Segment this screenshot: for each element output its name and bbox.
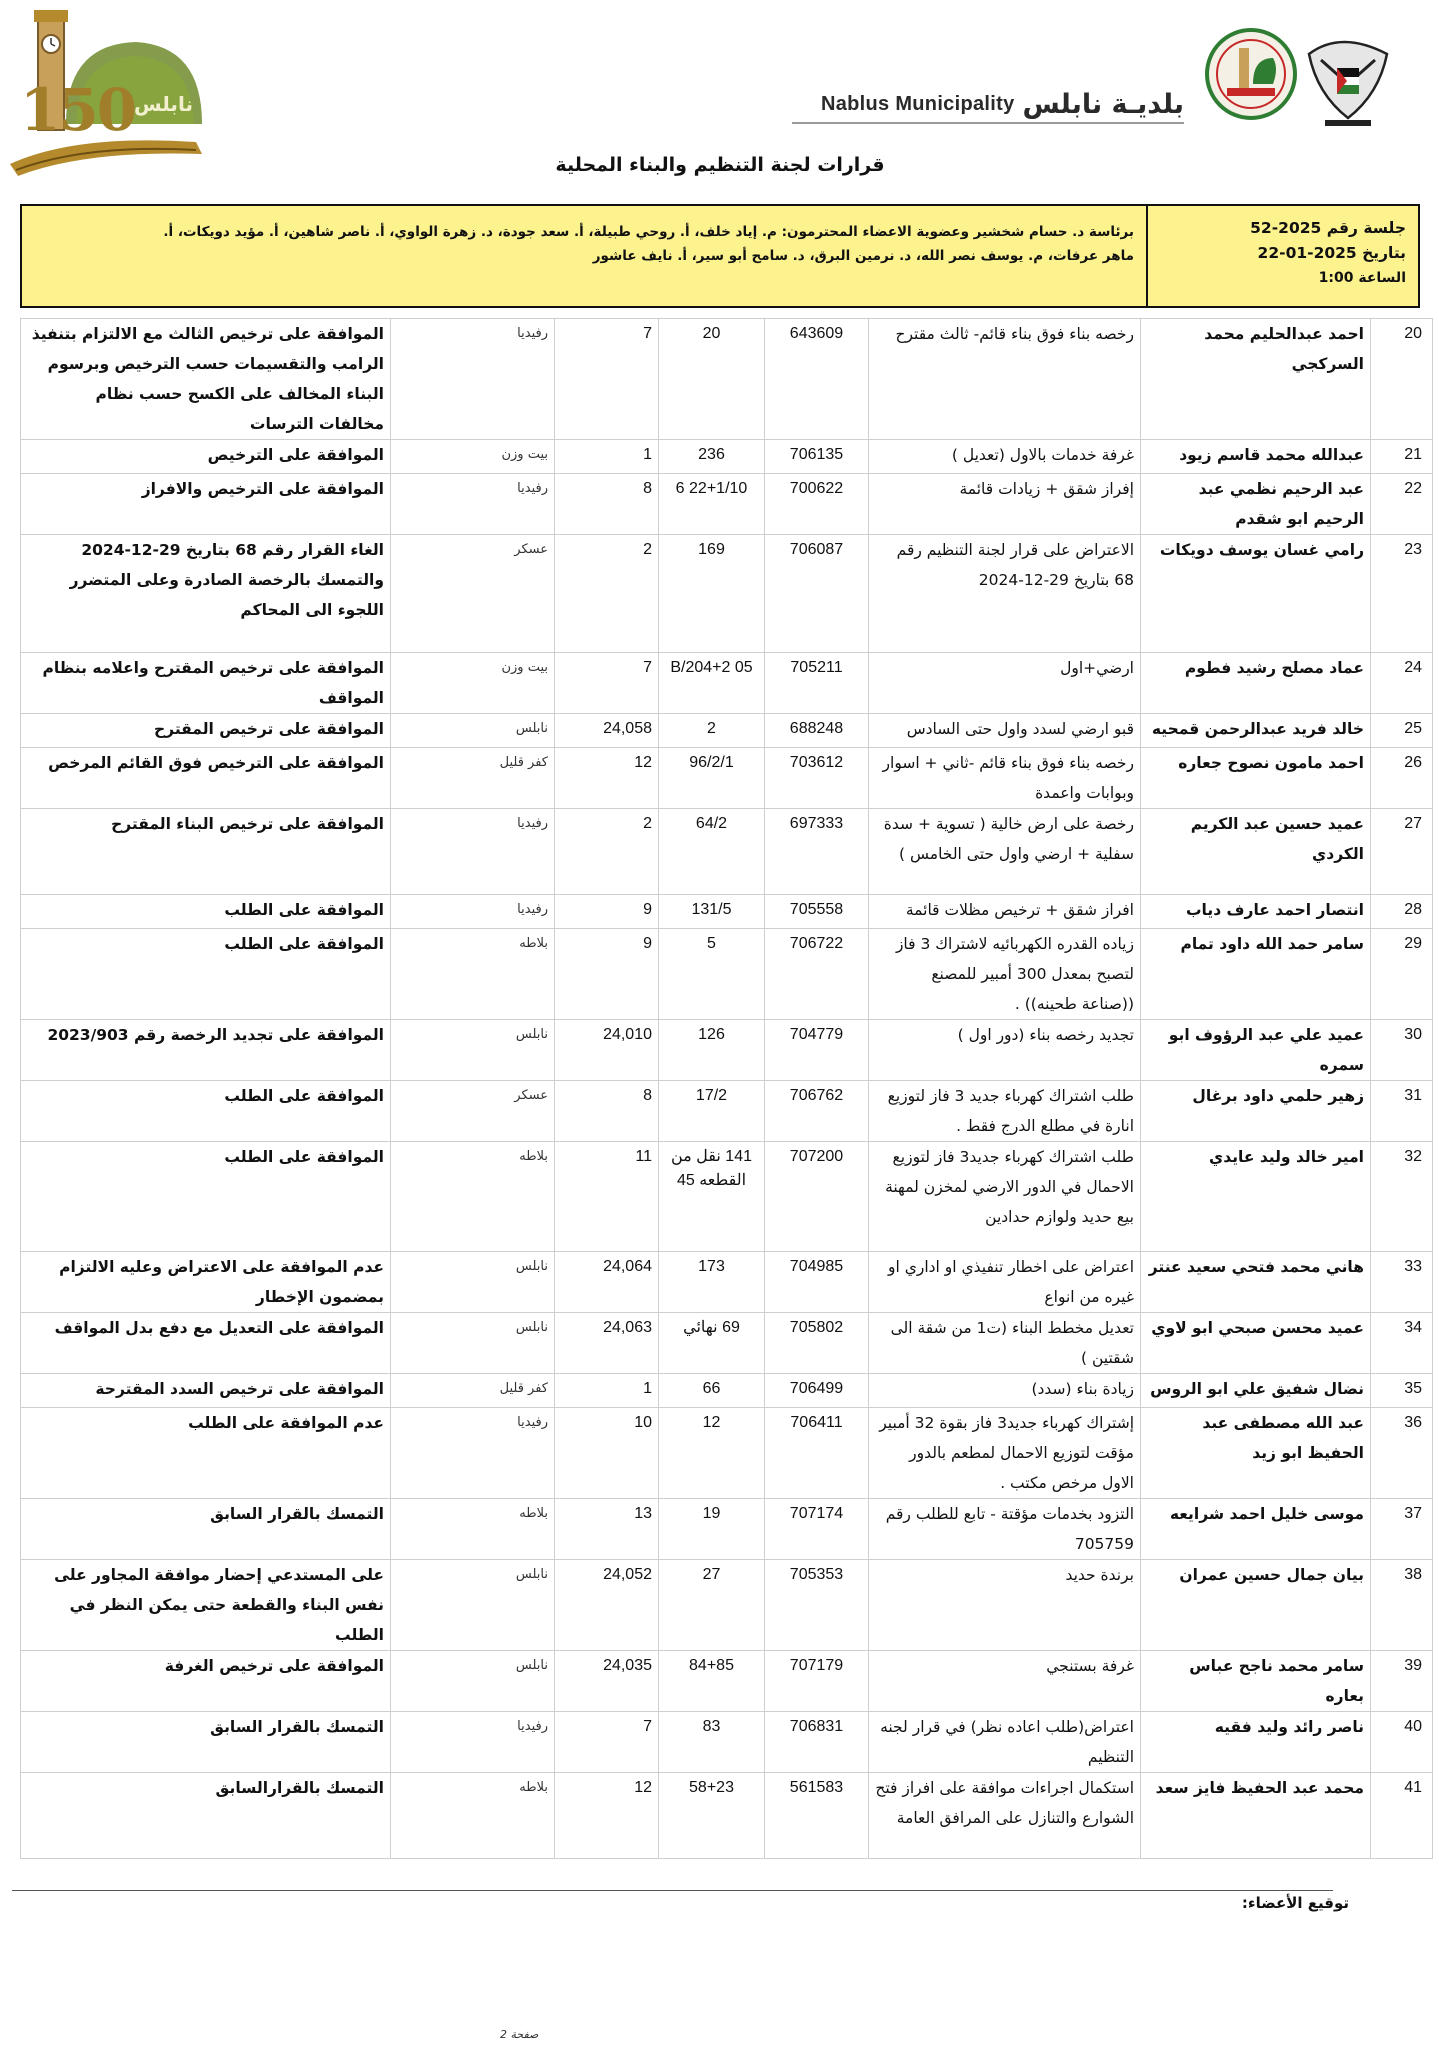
block-number: 9 bbox=[555, 929, 659, 1020]
block-number: 13 bbox=[555, 1499, 659, 1560]
parcel-number: 69 نهائي bbox=[659, 1313, 765, 1374]
block-number: 9 bbox=[555, 895, 659, 929]
request-code: 697333 bbox=[765, 809, 869, 895]
request-description: إفراز شقق + زيادات قائمة bbox=[869, 474, 1141, 535]
row-number: 20 bbox=[1371, 319, 1433, 440]
committee-decision: على المستدعي إحضار موافقة المجاور على نفس البناء والقطعة حتى يمكن النظر في الطلب bbox=[21, 1560, 391, 1651]
applicant-name: احمد عبدالحليم محمد السركجي bbox=[1141, 319, 1371, 440]
request-description: رخصه بناء فوق بناء قائم -ثاني + اسوار وبوابات واعمدة bbox=[869, 748, 1141, 809]
request-code: 703612 bbox=[765, 748, 869, 809]
committee-decision: عدم الموافقة على الاعتراض وعليه الالتزام بمضمون الإخطار bbox=[21, 1252, 391, 1313]
area-name: نابلس bbox=[391, 1560, 555, 1651]
area-name: كفر قليل bbox=[391, 1374, 555, 1408]
area-name: رفيديا bbox=[391, 1408, 555, 1499]
block-number: 8 bbox=[555, 1081, 659, 1142]
committee-decision: الموافقة على ترخيص البناء المقترح bbox=[21, 809, 391, 895]
request-code: 705558 bbox=[765, 895, 869, 929]
applicant-name: نضال شفيق علي ابو الروس bbox=[1141, 1374, 1371, 1408]
parcel-number: 2 bbox=[659, 714, 765, 748]
row-number: 32 bbox=[1371, 1142, 1433, 1252]
area-name: رفيديا bbox=[391, 895, 555, 929]
block-number: 7 bbox=[555, 1712, 659, 1773]
area-name: نابلس bbox=[391, 1020, 555, 1081]
table-row bbox=[21, 1252, 1433, 1313]
applicant-name: هاني محمد فتحي سعيد عنتر bbox=[1141, 1252, 1371, 1313]
committee-decision: الموافقة على الطلب bbox=[21, 1142, 391, 1252]
table-row bbox=[21, 1499, 1433, 1560]
table-row bbox=[21, 895, 1433, 929]
decisions-table bbox=[20, 318, 1433, 1859]
request-code: 706135 bbox=[765, 440, 869, 474]
area-name: بلاطه bbox=[391, 1142, 555, 1252]
request-description: اعتراض على اخطار تنفيذي او اداري او غيره من انواع bbox=[869, 1252, 1141, 1313]
row-number: 25 bbox=[1371, 714, 1433, 748]
applicant-name: انتصار احمد عارف دياب bbox=[1141, 895, 1371, 929]
parcel-number: 66 bbox=[659, 1374, 765, 1408]
committee-decision: الموافقة على الطلب bbox=[21, 929, 391, 1020]
municipality-name-en: Nablus Municipality bbox=[820, 92, 1015, 115]
committee-decision: الموافقة على الترخيص فوق القائم المرخص bbox=[21, 748, 391, 809]
area-name: نابلس bbox=[391, 1313, 555, 1374]
request-description: التزود بخدمات مؤقتة - تابع للطلب رقم 705759 bbox=[869, 1499, 1141, 1560]
document-title: قرارات لجنة التنظيم والبناء المحلية bbox=[555, 154, 885, 176]
committee-decision: الموافقة على ترخيص المقترح bbox=[21, 714, 391, 748]
applicant-name: بيان جمال حسين عمران bbox=[1141, 1560, 1371, 1651]
parcel-number: 20 bbox=[659, 319, 765, 440]
parcel-number: 19 bbox=[659, 1499, 765, 1560]
committee-decision: الموافقة على الطلب bbox=[21, 1081, 391, 1142]
municipality-name-ar: بلديـة نابلس bbox=[1022, 88, 1184, 120]
parcel-number: 169 bbox=[659, 535, 765, 653]
parcel-number: 64/2 bbox=[659, 809, 765, 895]
table-row bbox=[21, 1020, 1433, 1081]
session-info-box bbox=[20, 204, 1420, 308]
table-row bbox=[21, 535, 1433, 653]
logo-city-name: نابلس bbox=[134, 92, 193, 116]
block-number: 1 bbox=[555, 440, 659, 474]
row-number: 40 bbox=[1371, 1712, 1433, 1773]
row-number: 29 bbox=[1371, 929, 1433, 1020]
table-row bbox=[21, 1313, 1433, 1374]
request-code: 700622 bbox=[765, 474, 869, 535]
request-code: 707174 bbox=[765, 1499, 869, 1560]
area-name: كفر قليل bbox=[391, 748, 555, 809]
members-line-2: ماهر عرفات، م. يوسف نصر الله، د. نرمين البرق، د. سامح أبو سير، أ. نايف عاشور bbox=[592, 248, 1134, 264]
area-name: بلاطه bbox=[391, 1499, 555, 1560]
municipality-name bbox=[784, 84, 1184, 124]
request-code: 704779 bbox=[765, 1020, 869, 1081]
area-name: نابلس bbox=[391, 1651, 555, 1712]
request-code: 706499 bbox=[765, 1374, 869, 1408]
municipality-crest bbox=[1201, 24, 1395, 134]
members-signature-label: توقيع الأعضاء: bbox=[1241, 1894, 1349, 1912]
footer-divider bbox=[12, 1890, 1333, 1891]
table-row bbox=[21, 809, 1433, 895]
request-description: افراز شقق + ترخيص مظلات قائمة bbox=[869, 895, 1141, 929]
request-description: غرفة خدمات بالاول (تعديل ) bbox=[869, 440, 1141, 474]
session-date: بتاريخ 2025-01-22 bbox=[1257, 244, 1406, 262]
committee-decision: الغاء القرار رقم 68 بتاريخ 29-12-2024 والتمسك بالرخصة الصادرة وعلى المتضرر اللجوء الى المحاكم bbox=[21, 535, 391, 653]
request-code: 706722 bbox=[765, 929, 869, 1020]
row-number: 23 bbox=[1371, 535, 1433, 653]
applicant-name: ناصر رائد وليد فقيه bbox=[1141, 1712, 1371, 1773]
anniversary-150-logo bbox=[6, 4, 206, 180]
request-description: رخصه بناء فوق بناء قائم- ثالث مقترح bbox=[869, 319, 1141, 440]
block-number: 1 bbox=[555, 1374, 659, 1408]
block-number: 24,058 bbox=[555, 714, 659, 748]
applicant-name: عبد الرحيم نظمي عبد الرحيم ابو شقدم bbox=[1141, 474, 1371, 535]
members-line-1: برئاسة د. حسام شخشير وعضوية الاعضاء المحترمون: م. إياد خلف، أ. روحي طبيلة، أ. سعد جودة، د. زهرة الواوي، أ. ناصر شاهين، أ. مؤيد دويكات، أ. bbox=[163, 224, 1134, 240]
committee-decision: الموافقة على ترخيص السدد المقترحة bbox=[21, 1374, 391, 1408]
request-description: زيادة بناء (سدد) bbox=[869, 1374, 1141, 1408]
request-description: زياده القدره الكهربائيه لاشتراك 3 فاز لتصبح بمعدل 300 أمبير للمصنع ((صناعة طحينه)) . bbox=[869, 929, 1141, 1020]
row-number: 30 bbox=[1371, 1020, 1433, 1081]
area-name: بلاطه bbox=[391, 1773, 555, 1859]
request-code: 705353 bbox=[765, 1560, 869, 1651]
area-name: عسكر bbox=[391, 535, 555, 653]
row-number: 39 bbox=[1371, 1651, 1433, 1712]
committee-decision: الموافقة على الطلب bbox=[21, 895, 391, 929]
row-number: 21 bbox=[1371, 440, 1433, 474]
area-name: نابلس bbox=[391, 714, 555, 748]
header-divider bbox=[792, 122, 1184, 124]
parcel-number: 96/2/1 bbox=[659, 748, 765, 809]
row-number: 41 bbox=[1371, 1773, 1433, 1859]
block-number: 24,010 bbox=[555, 1020, 659, 1081]
row-number: 38 bbox=[1371, 1560, 1433, 1651]
table-row bbox=[21, 474, 1433, 535]
decisions-table-wrapper bbox=[20, 318, 1432, 1859]
parcel-number: 84+85 bbox=[659, 1651, 765, 1712]
request-description: غرفة بستنجي bbox=[869, 1651, 1141, 1712]
applicant-name: عبد الله مصطفى عبد الحفيظ ابو زيد bbox=[1141, 1408, 1371, 1499]
parcel-number: 27 bbox=[659, 1560, 765, 1651]
block-number: 11 bbox=[555, 1142, 659, 1252]
request-description: الاعتراض على قرار لجنة التنظيم رقم 68 بتاريخ 29-12-2024 bbox=[869, 535, 1141, 653]
row-number: 31 bbox=[1371, 1081, 1433, 1142]
area-name: نابلس bbox=[391, 1252, 555, 1313]
block-number: 7 bbox=[555, 319, 659, 440]
row-number: 27 bbox=[1371, 809, 1433, 895]
page-number: صفحة 2 bbox=[500, 2028, 539, 2041]
block-number: 12 bbox=[555, 1773, 659, 1859]
applicant-name: عميد حسين عبد الكريم الكردي bbox=[1141, 809, 1371, 895]
row-number: 28 bbox=[1371, 895, 1433, 929]
applicant-name: عماد مصلح رشيد فطوم bbox=[1141, 653, 1371, 714]
parcel-number: B/204+2 05 bbox=[659, 653, 765, 714]
table-row bbox=[21, 1560, 1433, 1651]
request-code: 688248 bbox=[765, 714, 869, 748]
area-name: رفيديا bbox=[391, 809, 555, 895]
request-code: 643609 bbox=[765, 319, 869, 440]
area-name: رفيديا bbox=[391, 1712, 555, 1773]
block-number: 12 bbox=[555, 748, 659, 809]
parcel-number: 126 bbox=[659, 1020, 765, 1081]
block-number: 10 bbox=[555, 1408, 659, 1499]
request-description: ارضي+اول bbox=[869, 653, 1141, 714]
applicant-name: عبدالله محمد قاسم زيود bbox=[1141, 440, 1371, 474]
request-code: 704985 bbox=[765, 1252, 869, 1313]
area-name: بيت وزن bbox=[391, 653, 555, 714]
table-row bbox=[21, 714, 1433, 748]
applicant-name: امير خالد وليد عايدي bbox=[1141, 1142, 1371, 1252]
row-number: 33 bbox=[1371, 1252, 1433, 1313]
row-number: 37 bbox=[1371, 1499, 1433, 1560]
table-row bbox=[21, 319, 1433, 440]
applicant-name: سامر محمد ناجح عباس بعاره bbox=[1141, 1651, 1371, 1712]
applicant-name: عميد محسن صبحي ابو لاوي bbox=[1141, 1313, 1371, 1374]
block-number: 7 bbox=[555, 653, 659, 714]
table-row bbox=[21, 929, 1433, 1020]
parcel-number: 141 نقل من القطعه 45 bbox=[659, 1142, 765, 1252]
row-number: 34 bbox=[1371, 1313, 1433, 1374]
table-row bbox=[21, 1651, 1433, 1712]
parcel-number: 83 bbox=[659, 1712, 765, 1773]
logo-150-number: 150 bbox=[20, 76, 136, 144]
committee-decision: عدم الموافقة على الطلب bbox=[21, 1408, 391, 1499]
parcel-number: 58+23 bbox=[659, 1773, 765, 1859]
table-row bbox=[21, 1712, 1433, 1773]
block-number: 24,035 bbox=[555, 1651, 659, 1712]
parcel-number: 12 bbox=[659, 1408, 765, 1499]
request-description: تجديد رخصه بناء (دور اول ) bbox=[869, 1020, 1141, 1081]
request-code: 706831 bbox=[765, 1712, 869, 1773]
request-description: رخصة على ارض خالية ( تسوية + سدة سفلية + ارضي واول حتى الخامس ) bbox=[869, 809, 1141, 895]
request-code: 706411 bbox=[765, 1408, 869, 1499]
committee-decision: الموافقة على الترخيص bbox=[21, 440, 391, 474]
block-number: 2 bbox=[555, 535, 659, 653]
applicant-name: خالد فريد عبدالرحمن قمحيه bbox=[1141, 714, 1371, 748]
request-code: 706762 bbox=[765, 1081, 869, 1142]
committee-decision: الموافقة على ترخيص الثالث مع الالتزام بتنفيذ الرامب والتقسيمات حسب الترخيص وبرسوم البناء المخالف على الكسح حسب نظام مخالفات الترسات bbox=[21, 319, 391, 440]
parcel-number: 173 bbox=[659, 1252, 765, 1313]
area-name: بيت وزن bbox=[391, 440, 555, 474]
request-description: طلب اشتراك كهرباء جديد3 فاز لتوزيع الاحمال في الدور الارضي لمخزن لمهنة بيع حديد ولوازم حدادين bbox=[869, 1142, 1141, 1252]
applicant-name: محمد عبد الحفيظ فايز سعد bbox=[1141, 1773, 1371, 1859]
table-row bbox=[21, 653, 1433, 714]
request-code: 705802 bbox=[765, 1313, 869, 1374]
parcel-number: 22+1/10 6 bbox=[659, 474, 765, 535]
request-description: برندة حديد bbox=[869, 1560, 1141, 1651]
area-name: بلاطه bbox=[391, 929, 555, 1020]
table-row bbox=[21, 1374, 1433, 1408]
request-description: طلب اشتراك كهرباء جديد 3 فاز لتوزيع انارة في مطلع الدرج فقط . bbox=[869, 1081, 1141, 1142]
committee-decision: الموافقة على ترخيص الغرفة bbox=[21, 1651, 391, 1712]
committee-decision: التمسك بالقرار السابق bbox=[21, 1499, 391, 1560]
row-number: 24 bbox=[1371, 653, 1433, 714]
session-time: الساعة 1:00 bbox=[1318, 270, 1406, 286]
row-number: 26 bbox=[1371, 748, 1433, 809]
table-row bbox=[21, 1408, 1433, 1499]
applicant-name: رامي غسان يوسف دويكات bbox=[1141, 535, 1371, 653]
request-code: 706087 bbox=[765, 535, 869, 653]
request-code: 561583 bbox=[765, 1773, 869, 1859]
block-number: 2 bbox=[555, 809, 659, 895]
row-number: 22 bbox=[1371, 474, 1433, 535]
committee-decision: الموافقة على تجديد الرخصة رقم 2023/903 bbox=[21, 1020, 391, 1081]
request-code: 707179 bbox=[765, 1651, 869, 1712]
request-description: اعتراض(طلب اعاده نظر) في قرار لجنه التنظيم bbox=[869, 1712, 1141, 1773]
committee-decision: الموافقة على ترخيص المقترح واعلامه بنظام المواقف bbox=[21, 653, 391, 714]
applicant-name: سامر حمد الله داود تمام bbox=[1141, 929, 1371, 1020]
committee-members bbox=[22, 206, 1146, 306]
area-name: رفيديا bbox=[391, 319, 555, 440]
row-number: 35 bbox=[1371, 1374, 1433, 1408]
parcel-number: 236 bbox=[659, 440, 765, 474]
request-description: إشتراك كهرباء جديد3 فاز بقوة 32 أمبير مؤقت لتوزيع الاحمال لمطعم بالدور الاول مرخص مكتب . bbox=[869, 1408, 1141, 1499]
parcel-number: 5 bbox=[659, 929, 765, 1020]
applicant-name: موسى خليل احمد شرايعه bbox=[1141, 1499, 1371, 1560]
block-number: 24,063 bbox=[555, 1313, 659, 1374]
applicant-name: زهير حلمي داود برغال bbox=[1141, 1081, 1371, 1142]
table-row bbox=[21, 748, 1433, 809]
block-number: 24,064 bbox=[555, 1252, 659, 1313]
request-code: 707200 bbox=[765, 1142, 869, 1252]
parcel-number: 17/2 bbox=[659, 1081, 765, 1142]
request-description: قبو ارضي لسدد واول حتى السادس bbox=[869, 714, 1141, 748]
committee-decision: التمسك بالقرارالسابق bbox=[21, 1773, 391, 1859]
area-name: عسكر bbox=[391, 1081, 555, 1142]
row-number: 36 bbox=[1371, 1408, 1433, 1499]
table-row bbox=[21, 1773, 1433, 1859]
parcel-number: 131/5 bbox=[659, 895, 765, 929]
block-number: 24,052 bbox=[555, 1560, 659, 1651]
committee-decision: التمسك بالقرار السابق bbox=[21, 1712, 391, 1773]
table-row bbox=[21, 1142, 1433, 1252]
block-number: 8 bbox=[555, 474, 659, 535]
committee-decision: الموافقة على التعديل مع دفع بدل المواقف bbox=[21, 1313, 391, 1374]
request-description: تعديل مخطط البناء (ت1 من شقة الى شقتين ) bbox=[869, 1313, 1141, 1374]
area-name: رفيديا bbox=[391, 474, 555, 535]
table-row bbox=[21, 1081, 1433, 1142]
applicant-name: عميد علي عبد الرؤوف ابو سمره bbox=[1141, 1020, 1371, 1081]
committee-decision: الموافقة على الترخيص والافراز bbox=[21, 474, 391, 535]
table-row bbox=[21, 440, 1433, 474]
request-code: 705211 bbox=[765, 653, 869, 714]
request-description: استكمال اجراءات موافقة على افراز فتح الشوارع والتنازل على المرافق العامة bbox=[869, 1773, 1141, 1859]
session-details bbox=[1146, 206, 1418, 306]
session-number: جلسة رقم 2025-52 bbox=[1250, 219, 1406, 237]
applicant-name: احمد مامون نصوح جعاره bbox=[1141, 748, 1371, 809]
